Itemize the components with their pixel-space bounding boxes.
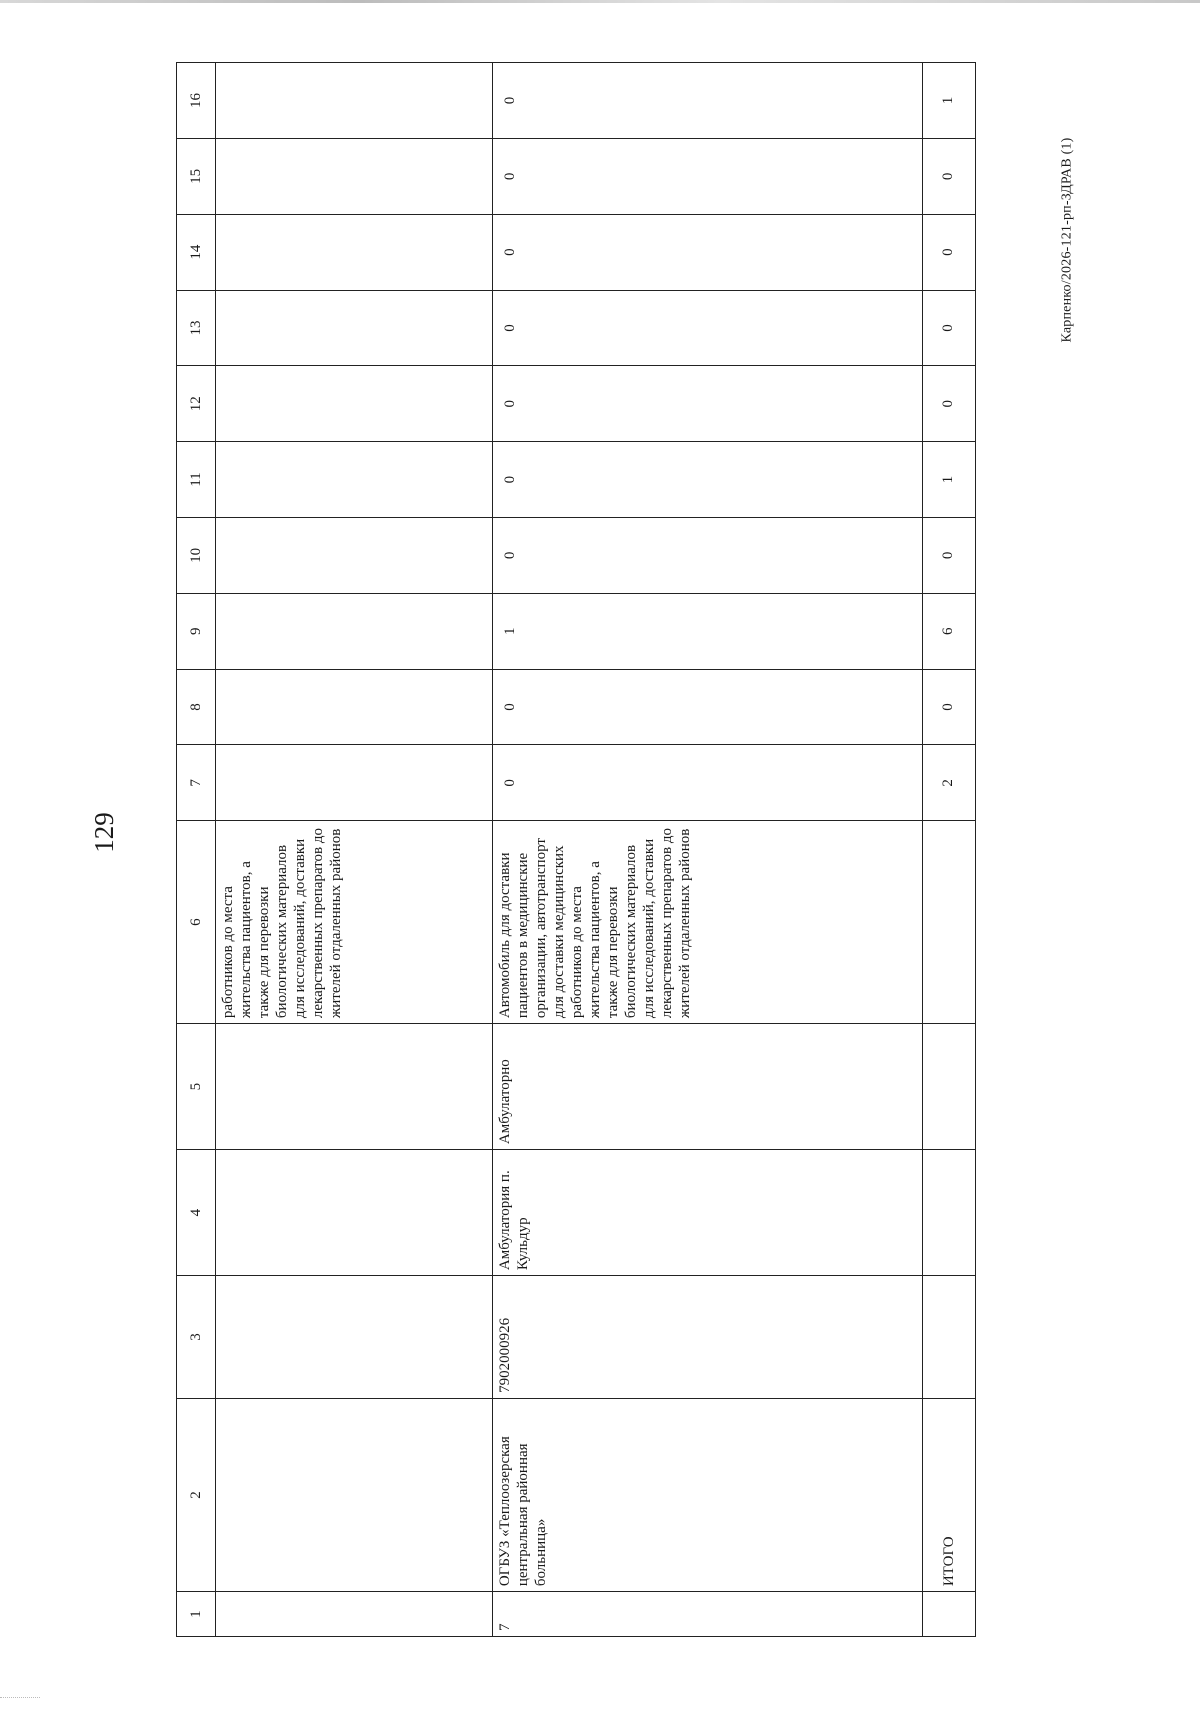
value-cell: 0 [493,138,923,214]
document-reference-note [1050,90,1084,390]
column-number: 6 [177,821,216,1024]
scan-corner-artifact [0,1697,40,1708]
vehicle-purpose-text: работников до места жительства пациентов, а также для перевозки биологических материалов для исследований, доставки лекарственных препаратов до жителей отдаленных районов [220,828,344,1019]
table-cell [216,1150,493,1276]
table-cell [216,517,493,593]
table-cell [216,290,493,366]
column-number: 4 [177,1150,216,1276]
table-cell [923,1024,976,1150]
continuation-row [216,63,493,1637]
column-number: 13 [177,290,216,366]
total-value-cell: 0 [923,214,976,290]
row-number-cell: 7 [493,1592,923,1637]
value-cell: 0 [493,517,923,593]
organization-name: ОГБУЗ «Теплоозерская центральная районная больница» [497,1436,549,1587]
value-cell: 0 [493,669,923,745]
table-cell [216,669,493,745]
vehicle-purpose-cell [493,821,923,1024]
total-value-cell: 0 [923,290,976,366]
value-cell: 0 [493,290,923,366]
table-cell [923,1150,976,1276]
column-number: 15 [177,138,216,214]
total-value-cell: 0 [923,366,976,442]
table-cell [216,63,493,139]
table-row [493,63,923,1637]
column-number: 14 [177,214,216,290]
inn-cell: 7902000926 [493,1276,923,1399]
page-number [78,807,130,857]
value-cell: 0 [493,745,923,821]
value-cell: 0 [493,366,923,442]
table-cell [216,214,493,290]
table-cell [216,442,493,518]
table-cell [216,1024,493,1150]
column-number-row [177,63,216,1637]
table-cell [216,138,493,214]
vehicle-purpose-cell [216,821,493,1024]
table-cell [216,1592,493,1637]
rotated-table-container [176,62,957,1637]
value-cell: 1 [493,593,923,669]
total-label-cell: ИТОГО [923,1398,976,1591]
data-table [176,62,976,1637]
column-number: 1 [177,1592,216,1637]
table-cell [216,745,493,821]
table-cell [216,366,493,442]
value-cell: 0 [493,442,923,518]
value-cell: 0 [493,63,923,139]
subdivision-name: Амбулатория п. Кульдур [497,1170,531,1271]
total-row [923,63,976,1637]
care-condition-cell: Амбулаторно [493,1024,923,1150]
column-number: 16 [177,63,216,139]
column-number: 5 [177,1024,216,1150]
column-number: 11 [177,442,216,518]
organization-cell [493,1398,923,1591]
document-reference-text: Карпенко/2026-121-рп-ЗДРАВ (1) [1059,137,1075,343]
scan-edge-artifact [0,0,1200,3]
column-number: 10 [177,517,216,593]
column-number: 2 [177,1398,216,1591]
column-number: 7 [177,745,216,821]
total-value-cell: 2 [923,745,976,821]
value-cell: 0 [493,214,923,290]
column-number: 3 [177,1276,216,1399]
table-cell [923,1276,976,1399]
table-cell [923,1592,976,1637]
total-value-cell: 1 [923,63,976,139]
total-value-cell: 0 [923,669,976,745]
table-cell [216,1398,493,1591]
column-number: 12 [177,366,216,442]
total-value-cell: 1 [923,442,976,518]
column-number: 8 [177,669,216,745]
vehicle-purpose-text: Автомобиль для доставки пациентов в медицинские организации, автотранспорт для доставки медицинских работников до места жительства пациентов, а также для перевозки биологических материалов для исследований, доставки лекарственных препаратов до жителей отдаленных районов [497,828,693,1019]
table-cell [216,593,493,669]
total-value-cell: 0 [923,517,976,593]
table-cell [923,821,976,1024]
column-number: 9 [177,593,216,669]
subdivision-cell [493,1150,923,1276]
table-cell [216,1276,493,1399]
total-value-cell: 0 [923,138,976,214]
page-number-text: 129 [88,811,119,853]
total-value-cell: 6 [923,593,976,669]
